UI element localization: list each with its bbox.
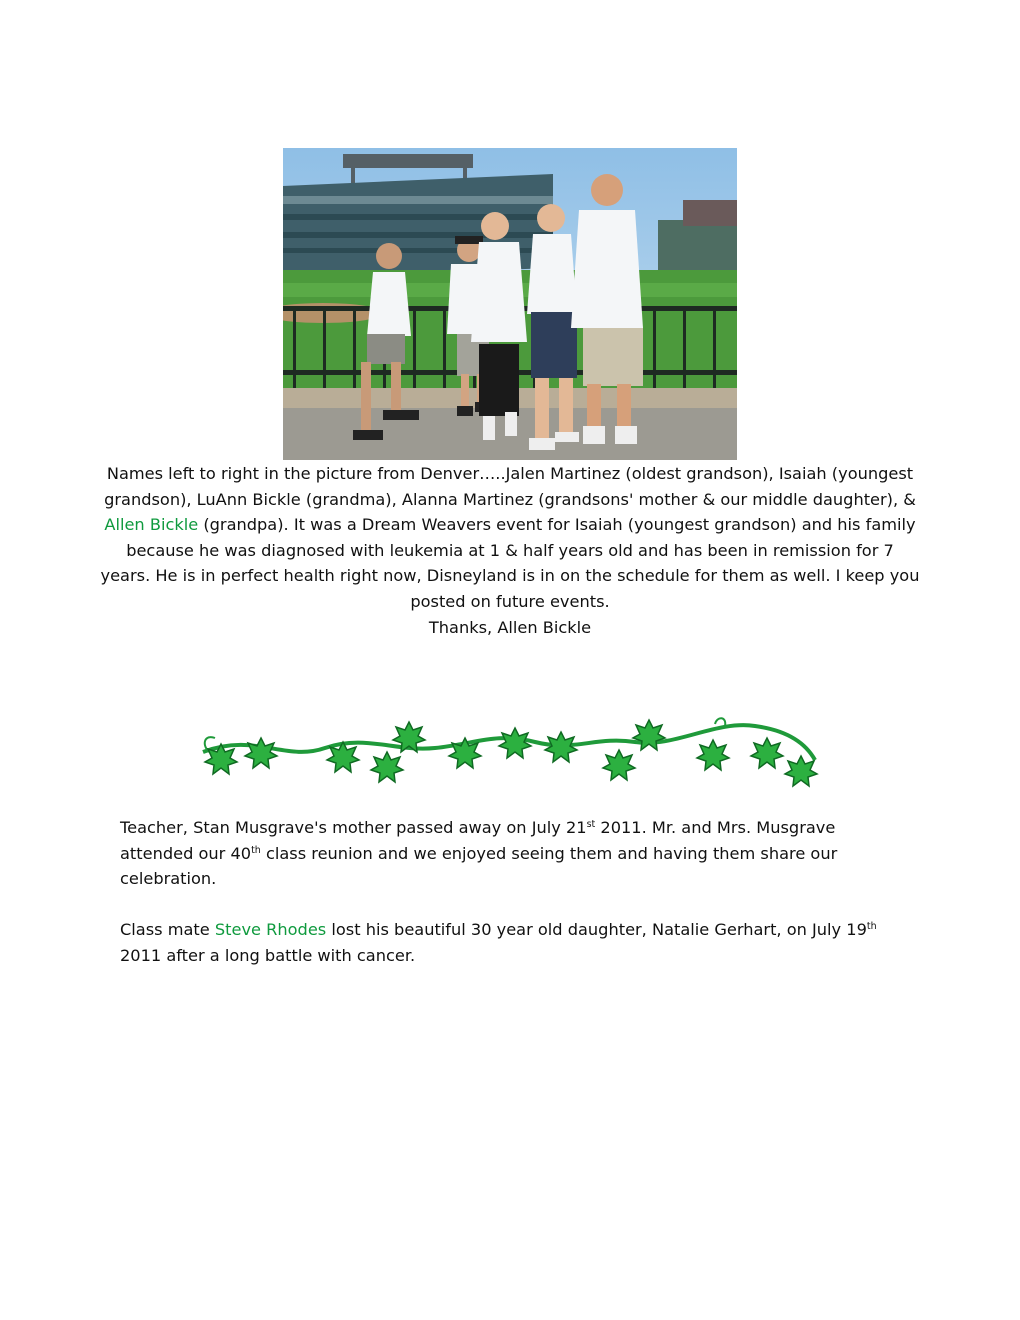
ivy-divider [195,712,825,796]
family-group-photo-icon [283,148,737,460]
notice2-text-c: 2011 after a long battle with cancer. [120,945,416,965]
caption-text-part2: (grandpa). It was a Dream Weavers event for Isaiah (youngest grandson) and his family because he was diagnosed with leukemia at 1 & half years old and has been in remission for 7 years. He is in perfect health right now, Disneyland is in on the schedule for them as well. I keep you posted on future events. [100,515,920,611]
notice1-text-c: class reunion and we enjoyed seeing them and having them share our celebration. [120,843,838,889]
caption-text-part1: Names left to right in the picture from Denver…..Jalen Martinez (oldest grandson), Isaiah (youngest grandson), LuAnn Bickle (grandma), Alanna Martinez (grandsons' mother & our middle daughter), & [104,464,916,509]
ordinal-suffix: st [586,819,596,830]
family-photo [283,148,737,460]
notice2-text-a: Class mate [120,920,215,939]
ordinal-suffix: th [866,921,877,932]
ivy-vine-divider-icon [195,712,825,796]
rhodes-notice [120,917,910,968]
notice1-text-b: 2011. Mr. and Mrs. Musgrave attended our 40 [120,818,836,863]
ordinal-suffix: th [251,844,261,856]
notice1-text-a: Teacher, Stan Musgrave's mother passed away on July 21 [120,818,587,837]
steve-rhodes-name: Steve Rhodes [214,920,327,939]
notice2-text-b: lost his beautiful 30 year old daughter, Natalie Gerhart, on July 19 [326,920,867,939]
caption-signoff: Thanks, Allen Bickle [428,617,592,637]
musgrave-notice [120,815,910,892]
photo-caption [100,461,920,640]
allen-bickle-name: Allen Bickle [104,515,199,535]
